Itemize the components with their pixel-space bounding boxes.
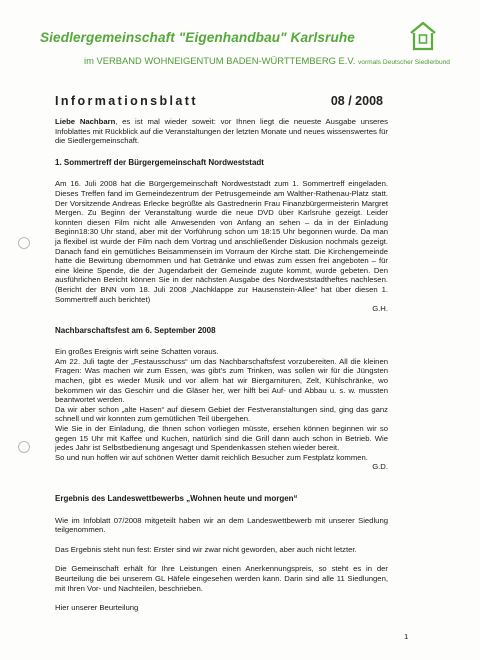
intro-paragraph bbox=[55, 117, 388, 146]
document-body bbox=[55, 117, 388, 613]
section3-paragraph: Hier unserer Beurteilung bbox=[55, 603, 139, 613]
section2-signature: G.D. bbox=[372, 462, 388, 472]
section3-paragraph: Das Ergebnis steht nun fest: Erster sind wir zwar nicht geworden, aber auch nicht letzter. bbox=[55, 544, 357, 554]
section1-signature: G.H. bbox=[372, 304, 388, 314]
section2-paragraph: Am 22. Juli tagte der „Festausschuss“ um das Nachbarschaftsfest vorzubereiten. All die kleinen Fragen: Was machen wir zum Essen, was gibt’s zum Trinken, was sollen wir für die Jüngsten machen, gibt es wieder Musik und vor allem hat wir Biergarnituren, Zelt, Kühlschränke, wo bekommen wir das Geschirr und die Gläser her, wer hilft bei Auf- und Abbau u. s. w. mussten beantwortet werden. bbox=[55, 356, 388, 405]
organization-subtitle-small: vormals Deutscher Siedlerbund bbox=[357, 59, 450, 66]
spacer bbox=[55, 554, 388, 564]
spacer bbox=[55, 535, 388, 545]
section2-paragraph: Ein großes Ereignis wirft seine Schatten voraus. bbox=[55, 347, 219, 357]
section1-paragraph: Am 16. Juli 2008 hat die Bürgergemeinschaft Nordweststadt zum 1. Sommertreff eingeladen. Dieses Treffen fand im Gemeindezentrum der Petrusgemeinde am Walther-Rathenau-Platz statt. Der Vorsitzende Andreas Erlecke begrüßte als Gastrednerin Frau Finanzbürgermeisterin Margret Mergen. Zu Beginn der Veranstaltung wurde die neue DVD über Karlsruhe gezeigt. Leider konnten diesen Film nicht alle Anwesenden von Anfang an sehen – da in der Einladung Beginn18:30 Uhr stand, aber mit der Vorführung schon um 18:15 Uhr begonnen wurde. Da man ja flexibel ist wurde der Film nach dem Vortrag und anschließender Diskusion nochmals gezeigt. Danach fand ein gemütliches Beisammensein im Vorraum der Kirche statt. Die Kirchengemeinde hatte die Bewirtung übernommen und hat Getränke und etwas zum essen frei angeboten – für eine kleine Spende, die der Jugendarbeit der Gemeinde zugute kommt, wurde gebeten. Den ausführlichen Bericht können Sie in der nächsten Ausgabe des Nordweststadtheftes nachlesen. (Bericht der BNN vom 18. Juli 2008 „Nachklappe zur Hausenstein-Allee“ hat über diesen 1. Sommertreff auch berichtet) bbox=[55, 179, 388, 304]
section2-paragraph: So und nun hoffen wir auf schönen Wetter damit reichlich Besucher zum Festplatz kommen. bbox=[55, 452, 368, 462]
punch-hole bbox=[18, 237, 30, 249]
organization-subtitle-main: im VERBAND WOHNEIGENTUM BADEN-WÜRTTEMBERG E.V. bbox=[84, 55, 356, 66]
spacer bbox=[55, 593, 388, 603]
intro-greeting: Liebe Nachbarn bbox=[55, 117, 116, 126]
document-number: 08 / 2008 bbox=[330, 94, 383, 108]
section1-heading: 1. Sommertreff der Bürgergemeinschaft Nordweststadt bbox=[55, 157, 264, 167]
organization-title: Siedlergemeinschaft "Eigenhandbau" Karlsruhe bbox=[40, 30, 355, 45]
intro-text: , es ist mal wieder soweit: vor Ihnen liegt die neueste Ausgabe unseres Infoblattes mit Rückblick auf die Veranstaltungen der letzten Monate und neues wissenswertes für die Siedlergemeinschaft. bbox=[55, 117, 388, 146]
section3-heading: Ergebnis des Landeswettbewerbs „Wohnen heute und morgen“ bbox=[55, 494, 298, 503]
section2-paragraph: Da wir aber schon „alte Hasen“ auf diesem Gebiet der Festveranstaltungen sind, ging das ganz schnell und wir konnten zum gemütlichen Teil übergehen. bbox=[55, 404, 388, 424]
document-title: Informationsblatt bbox=[55, 94, 198, 108]
house-logo-icon bbox=[408, 20, 438, 52]
punch-hole bbox=[18, 441, 30, 453]
section2-heading: Nachbarschaftsfest am 6. September 2008 bbox=[55, 325, 216, 335]
section3-paragraph: Die Gemeinschaft erhält für Ihre Leistungen einen Anerkennungspreis, so steht es in der Beurteilung die bei unserem GL Häfele eingesehen werden kann. Darin sind alle 11 Siedlungen, mit Ihren Vor- und Nachteilen, beschrieben. bbox=[55, 564, 388, 593]
section3-paragraph: Wie im Infoblatt 07/2008 mitgeteilt haben wir an dem Landeswettbewerb mit unserer Siedlung teilgenommen. bbox=[55, 515, 388, 535]
spacer bbox=[55, 472, 388, 482]
organization-subtitle bbox=[84, 55, 450, 66]
page-number: 1 bbox=[404, 632, 409, 641]
section2-paragraph: Wie Sie in der Einladung, die Ihnen schon vorliegen müsste, ersehen können beginnen wir so gegen 15 Uhr mit Kaffee und Kuchen, natürlich sind die Grill dann auch schon in Betrieb. Wie jedes Jahr ist Selbstbedienung angesagt und Spendenkassen stehen wieder bereit. bbox=[55, 424, 388, 453]
